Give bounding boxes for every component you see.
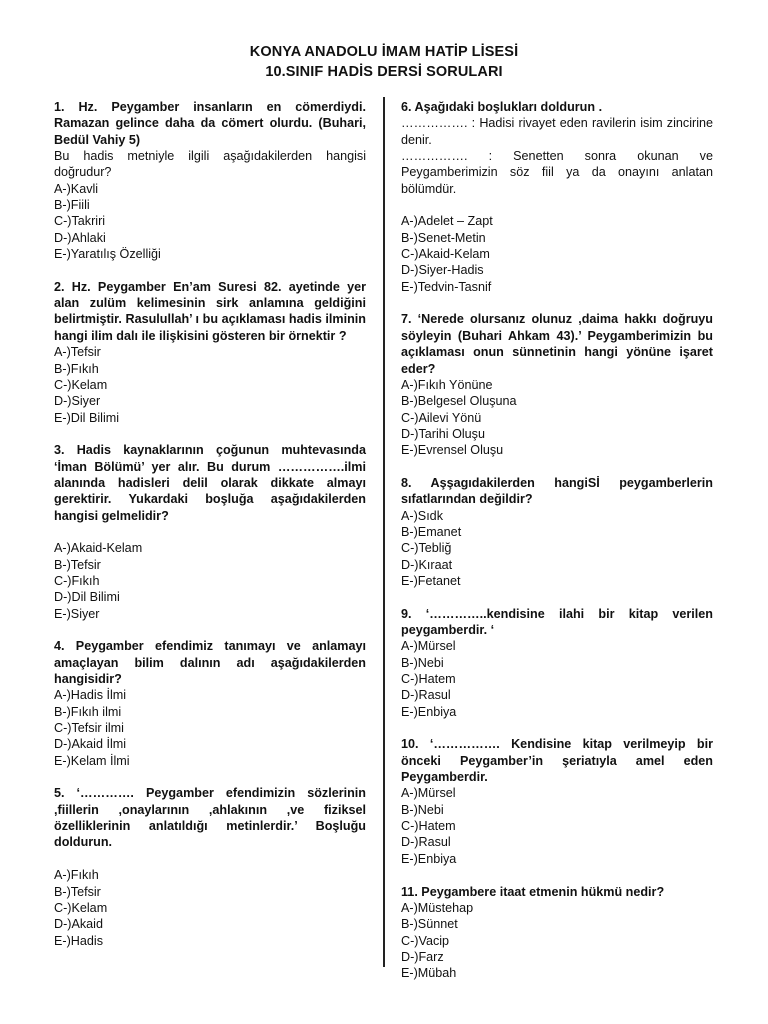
spacer — [54, 524, 366, 540]
answer-option-e: E-)Enbiya — [401, 704, 457, 719]
answer-option-b: B-)Nebi — [401, 655, 444, 670]
question-right-6 — [401, 884, 713, 982]
answer-option-a: A-)Fıkıh — [54, 868, 99, 883]
answer-option-e: E-)Enbiya — [401, 851, 457, 866]
school-title: KONYA ANADOLU İMAM HATİP LİSESİ — [249, 44, 519, 60]
answer-option-e: E-)Fetanet — [401, 573, 461, 588]
answer-option-c: C-)Fıkıh — [54, 573, 100, 588]
answer-option-b: B-)Fıkıh — [54, 361, 99, 376]
answer-option-e: E-)Kelam İlmi — [54, 753, 130, 768]
answer-option-e: E-)Tedvin-Tasnif — [401, 279, 492, 294]
answer-option-b: B-)Tefsir — [54, 557, 101, 572]
question-stem: 3. Hadis kaynaklarının çoğunun muhtevasında ‘İman Bölümü’ yer alır. Bu durum …………….ilmi alanında hadisleri delil olarak dikkate almayı gerektirir. Yukardaki boşluğa aşağıdakilerden hangisi gelmelidir? — [54, 443, 366, 523]
answer-option-a: A-)Tefsir — [54, 345, 101, 360]
answer-option-d: D-)Siyer-Hadis — [401, 263, 484, 278]
answer-option-a: A-)Adelet – Zapt — [401, 214, 493, 229]
column-divider — [383, 97, 385, 967]
question-stem: 11. Peygambere itaat etmenin hükmü nedir? — [401, 884, 665, 899]
answer-option-e: E-)Hadis — [54, 933, 103, 948]
answer-option-b: B-)Fiili — [54, 198, 90, 213]
question-stem: 4. Peygamber efendimiz tanımayı ve anlamayı amaçlayan bilim dalının adı aşağıdakilerden hangisidir? — [54, 639, 366, 687]
answer-option-c: C-)Kelam — [54, 900, 108, 915]
answer-option-c: C-)Akaid-Kelam — [401, 247, 490, 262]
answer-option-d: D-)Rasul — [401, 688, 451, 703]
spacer — [401, 197, 713, 213]
question-stem: 6. Aşağıdaki boşlukları doldurun . — [401, 100, 603, 114]
answer-option-c: C-)Vacip — [401, 933, 450, 948]
answer-option-c: C-)Tebliğ — [401, 541, 452, 556]
question-stem-text: ……………. : Senetten sonra okunan ve Peygamberimizin söz fiil ya da onayını anlatan bölümdür. — [401, 149, 713, 196]
answer-option-d: D-)Akaid İlmi — [54, 737, 127, 752]
right-question-column — [401, 99, 713, 998]
exam-header — [0, 42, 768, 82]
answer-option-e: E-)Mübah — [401, 966, 457, 981]
answer-option-e: E-)Yaratılış Özelliği — [54, 247, 161, 262]
question-stem-text: ……………. : Hadisi rivayet eden ravilerin isim zincirine denir. — [401, 116, 713, 147]
question-left-5 — [54, 785, 366, 948]
answer-option-b: B-)Sünnet — [401, 917, 458, 932]
answer-option-c: C-)Hatem — [401, 819, 456, 834]
answer-option-a: A-)Hadis İlmi — [54, 688, 127, 703]
answer-option-b: B-)Senet-Metin — [401, 230, 486, 245]
answer-option-a: A-)Kavli — [54, 181, 99, 196]
answer-option-b: B-)Emanet — [401, 524, 462, 539]
answer-option-d: D-)Ahlaki — [54, 230, 106, 245]
answer-option-b: B-)Belgesel Oluşuna — [401, 394, 517, 409]
question-stem: 10. ‘……………. Kendisine kitap verilmeyip bir önceki Peygamber’in şeriatıyla amel eden Peygamberdir. — [401, 737, 713, 785]
answer-option-d: D-)Kıraat — [401, 557, 453, 572]
question-right-2 — [401, 311, 713, 458]
answer-option-c: C-)Ailevi Yönü — [401, 410, 482, 425]
question-stem: 2. Hz. Peygamber En’am Suresi 82. ayetinde yer alan zulüm kelimesinin sirk anlamına geldiğini belirtmiştir. Rasulullah’ ı bu açıklaması hadis ilminin hangi ilim dalı ile ilişkisini gösteren bir örnektir ? — [54, 279, 366, 343]
question-right-4 — [401, 606, 713, 720]
answer-option-a: A-)Mürsel — [401, 786, 456, 801]
question-right-3 — [401, 475, 713, 589]
answer-option-e: E-)Siyer — [54, 606, 100, 621]
answer-option-a: A-)Fıkıh Yönüne — [401, 377, 493, 392]
question-right-1 — [401, 99, 713, 295]
question-stem: 7. ‘Nerede olursanız olunuz ,daima hakkı doğruyu söyleyin (Buhari Ahkam 43).’ Peygamberimizin bu açıklaması onun sünnetinin hangi yönüne işaret eder? — [401, 312, 713, 376]
question-left-2 — [54, 279, 366, 426]
answer-option-b: B-)Nebi — [401, 802, 444, 817]
answer-option-d: D-)Farz — [401, 949, 444, 964]
question-stem: 9. ‘…………..kendisine ilahi bir kitap verilen peygamberdir. ‘ — [401, 606, 713, 637]
answer-option-c: C-)Hatem — [401, 672, 456, 687]
question-left-4 — [54, 638, 366, 769]
answer-option-c: C-)Tefsir ilmi — [54, 721, 124, 736]
answer-option-a: A-)Mürsel — [401, 639, 456, 654]
answer-option-a: A-)Akaid-Kelam — [54, 541, 143, 556]
answer-option-a: A-)Sıdk — [401, 508, 443, 523]
question-stem: 5. ‘…………. Peygamber efendimizin sözlerinin ,fiillerin ,onaylarının ,ahlakının ,ve fiziksel özelliklerinin anlatıldığı metinlerdir.’ Boşluğu doldurun. — [54, 786, 366, 850]
answer-option-d: D-)Dil Bilimi — [54, 590, 120, 605]
answer-option-c: C-)Kelam — [54, 377, 108, 392]
left-question-column — [54, 99, 366, 965]
answer-option-b: B-)Fıkıh ilmi — [54, 704, 122, 719]
spacer — [54, 851, 366, 867]
answer-option-e: E-)Dil Bilimi — [54, 410, 120, 425]
answer-option-e: E-)Evrensel Oluşu — [401, 443, 504, 458]
answer-option-b: B-)Tefsir — [54, 884, 101, 899]
answer-option-d: D-)Tarihi Oluşu — [401, 426, 485, 441]
answer-option-a: A-)Müstehap — [401, 900, 474, 915]
answer-option-d: D-)Siyer — [54, 394, 101, 409]
answer-option-d: D-)Rasul — [401, 835, 451, 850]
question-stem: 8. Aşşagıdakilerden hangiSİ peygamberlerin sıfatlarından değildir? — [401, 475, 713, 507]
question-right-5 — [401, 736, 713, 867]
question-stem-text: Bu hadis metniyle ilgili aşağıdakilerden hangisi doğrudur? — [54, 149, 366, 180]
question-left-3 — [54, 442, 366, 622]
answer-option-d: D-)Akaid — [54, 917, 103, 932]
exam-title: 10.SINIF HADİS DERSİ SORULARI — [265, 64, 503, 80]
question-left-1 — [54, 99, 366, 262]
question-stem: 1. Hz. Peygamber insanların en cömerdiydi. Ramazan gelince daha da cömert olurdu. (Buhari, Bedül Vahiy 5) — [54, 100, 366, 147]
answer-option-c: C-)Takriri — [54, 214, 106, 229]
